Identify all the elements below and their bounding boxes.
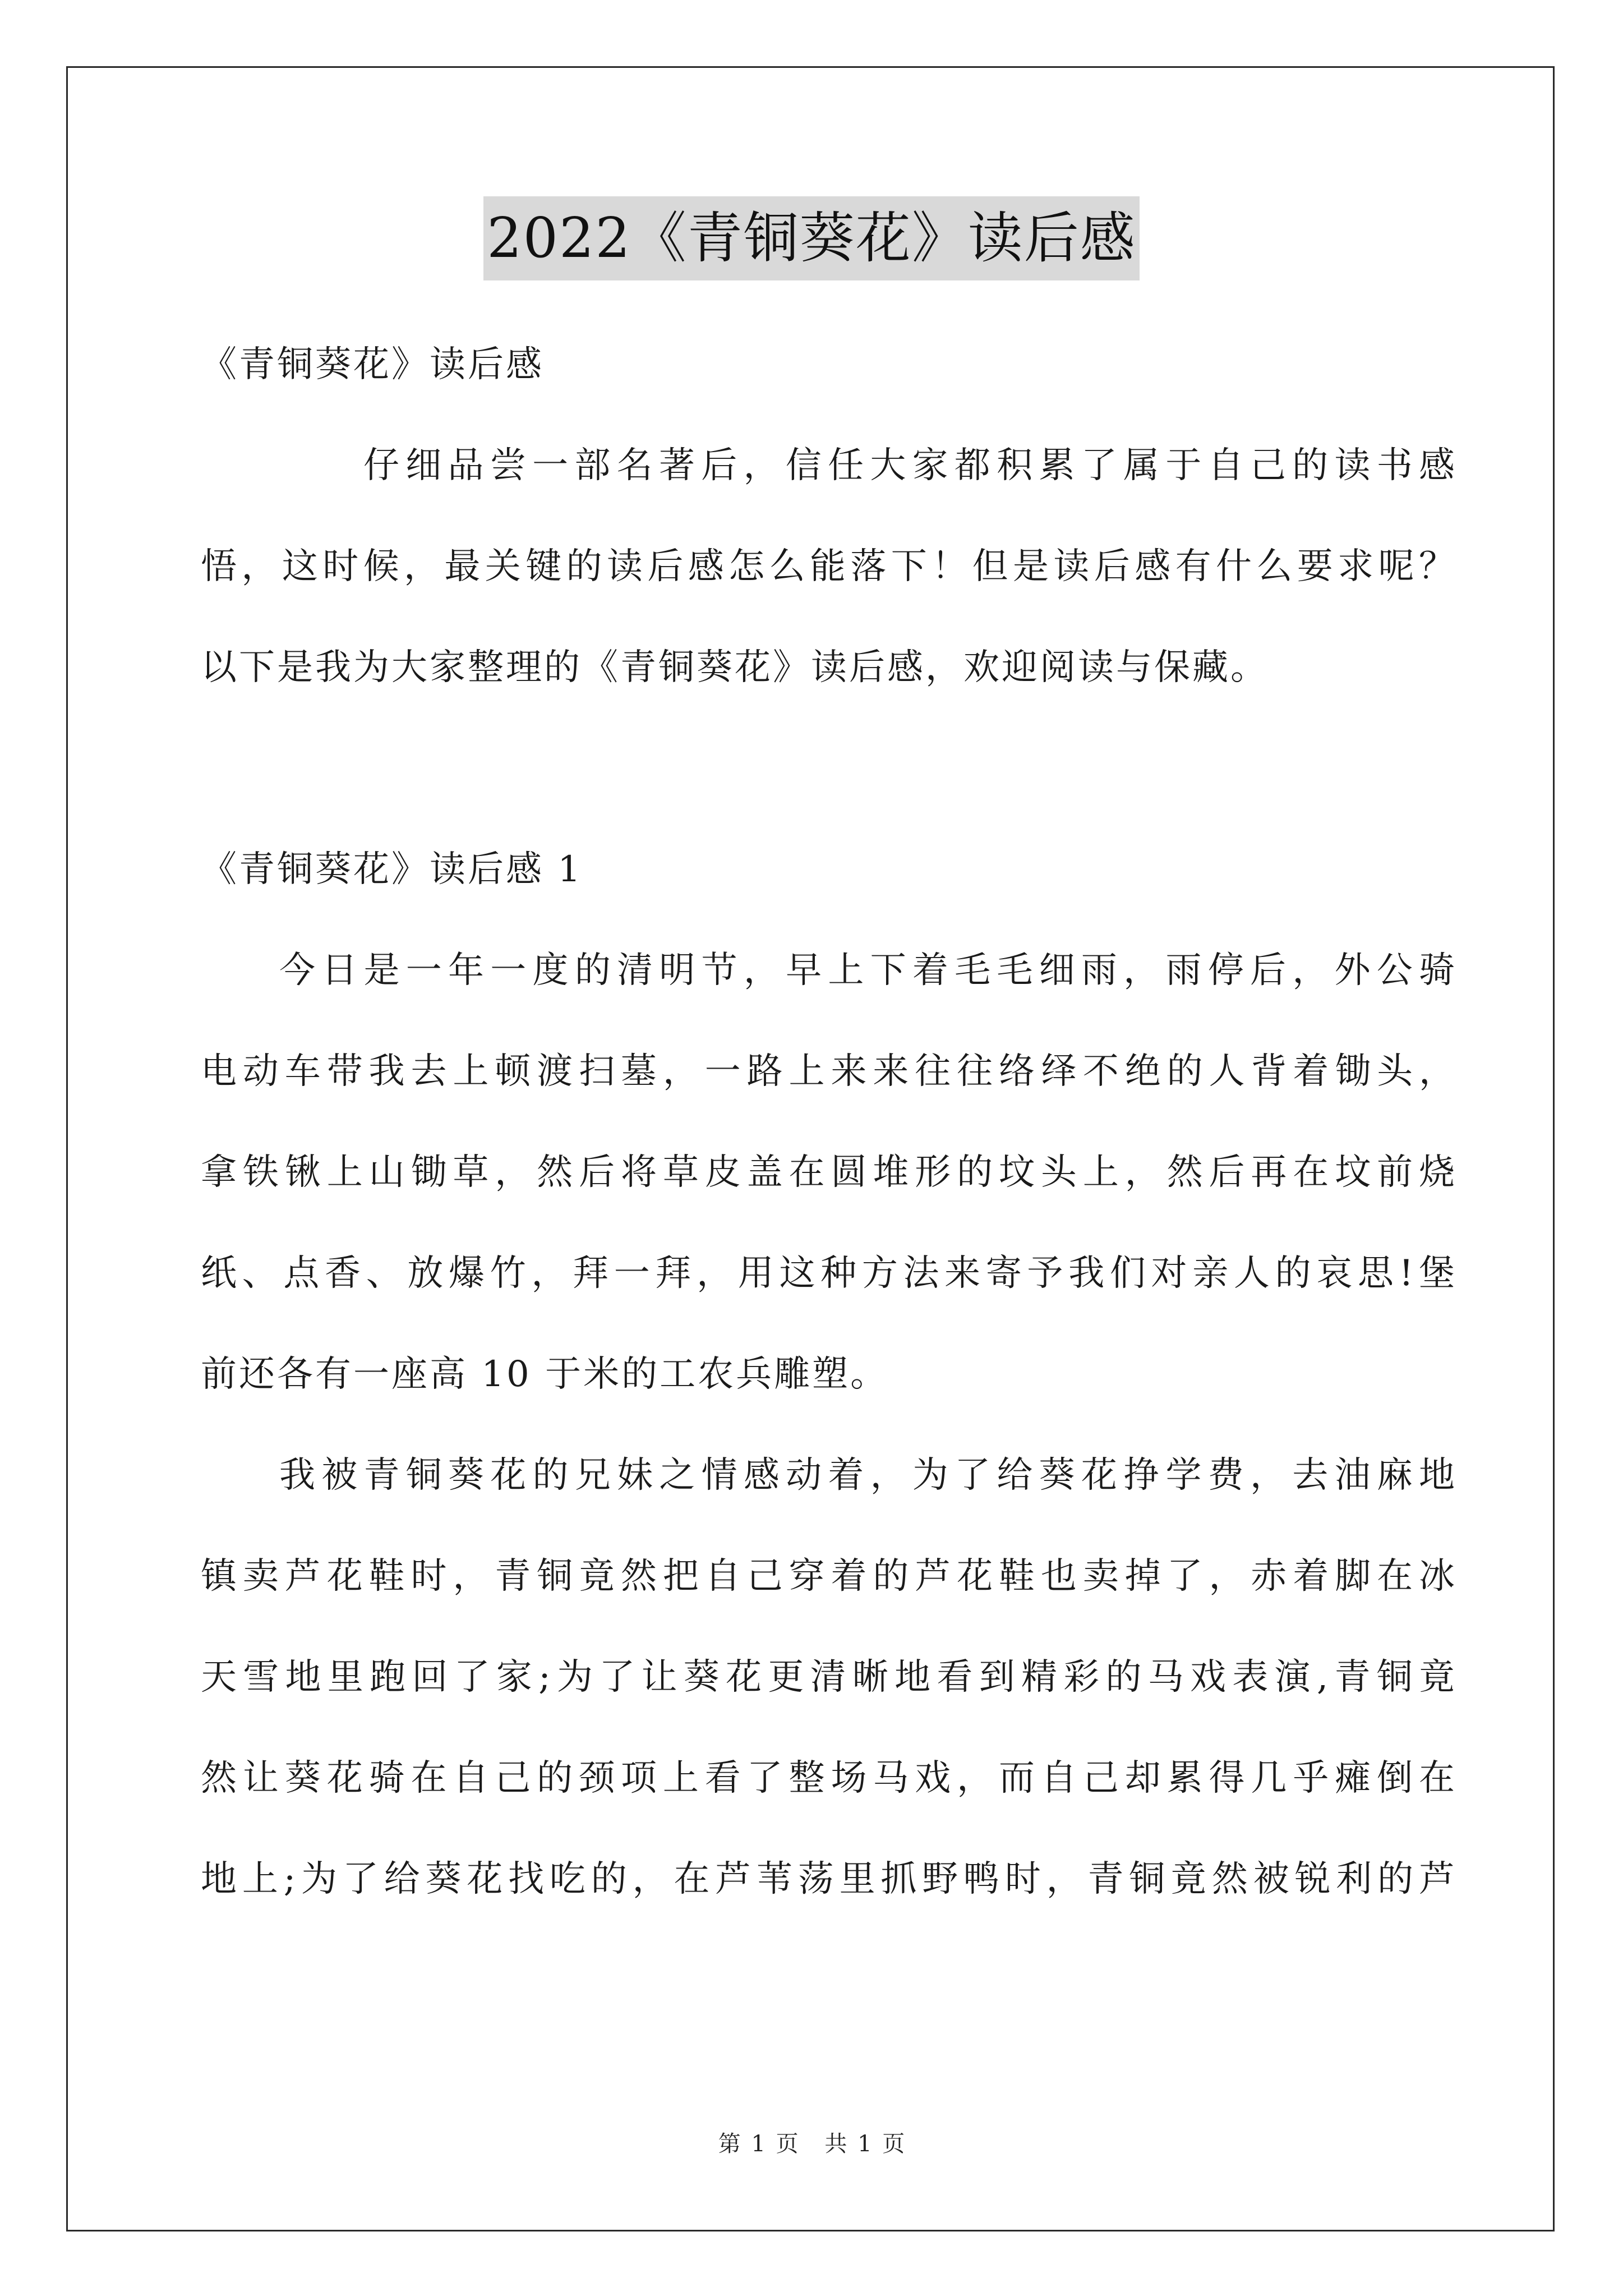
paragraph-line: 今日是一年一度的清明节，早上下着毛毛细雨，雨停后，外公骑 (279, 950, 1457, 991)
paragraph-line: 我被青铜葵花的兄妹之情感动着，为了给葵花挣学费，去油麻地 (279, 1455, 1457, 1496)
intro-line: 仔细品尝一部名著后，信任大家都积累了属于自己的读书感 (363, 445, 1457, 486)
paragraph-line: 拿铁锹上山锄草，然后将草皮盖在圆堆形的坟头上，然后再在坟前烧 (201, 1152, 1457, 1193)
page-footer (0, 2126, 1623, 2158)
intro-heading: 《青铜葵花》读后感 (201, 344, 544, 385)
paragraph-line: 电动车带我去上顿渡扫墓，一路上来来往往络绎不绝的人背着锄头， (201, 1051, 1457, 1092)
intro-line: 悟，这时候，最关键的读后感怎么能落下！但是读后感有什么要求呢？ (201, 546, 1457, 587)
page-number: 第 1 页 (718, 2131, 799, 2157)
paragraph-line: 镇卖芦花鞋时，青铜竟然把自己穿着的芦花鞋也卖掉了，赤着脚在冰 (201, 1556, 1457, 1597)
paragraph-line: 然让葵花骑在自己的颈项上看了整场马戏，而自己却累得几乎瘫倒在 (201, 1757, 1457, 1799)
document-body (201, 314, 1457, 1930)
paragraph-line: 天雪地里跑回了家;为了让葵花更清晰地看到精彩的马戏表演,青铜竟 (201, 1657, 1457, 1698)
document-title: 2022《青铜葵花》读后感 (483, 196, 1139, 280)
section-heading: 《青铜葵花》读后感 1 (201, 849, 583, 890)
paragraph-line: 纸、点香、放爆竹，拜一拜，用这种方法来寄予我们对亲人的哀思!堡 (201, 1253, 1457, 1294)
page-total: 共 1 页 (824, 2131, 905, 2157)
paragraph-line: 前还各有一座高 10 于米的工农兵雕塑。 (201, 1354, 889, 1395)
title-container (0, 196, 1623, 280)
paragraph-line: 地上;为了给葵花找吃的，在芦苇荡里抓野鸭时，青铜竟然被锐利的芦 (201, 1858, 1457, 1900)
intro-line: 以下是我为大家整理的《青铜葵花》读后感，欢迎阅读与保藏。 (201, 647, 1269, 688)
paragraph-spacer (201, 718, 1457, 819)
